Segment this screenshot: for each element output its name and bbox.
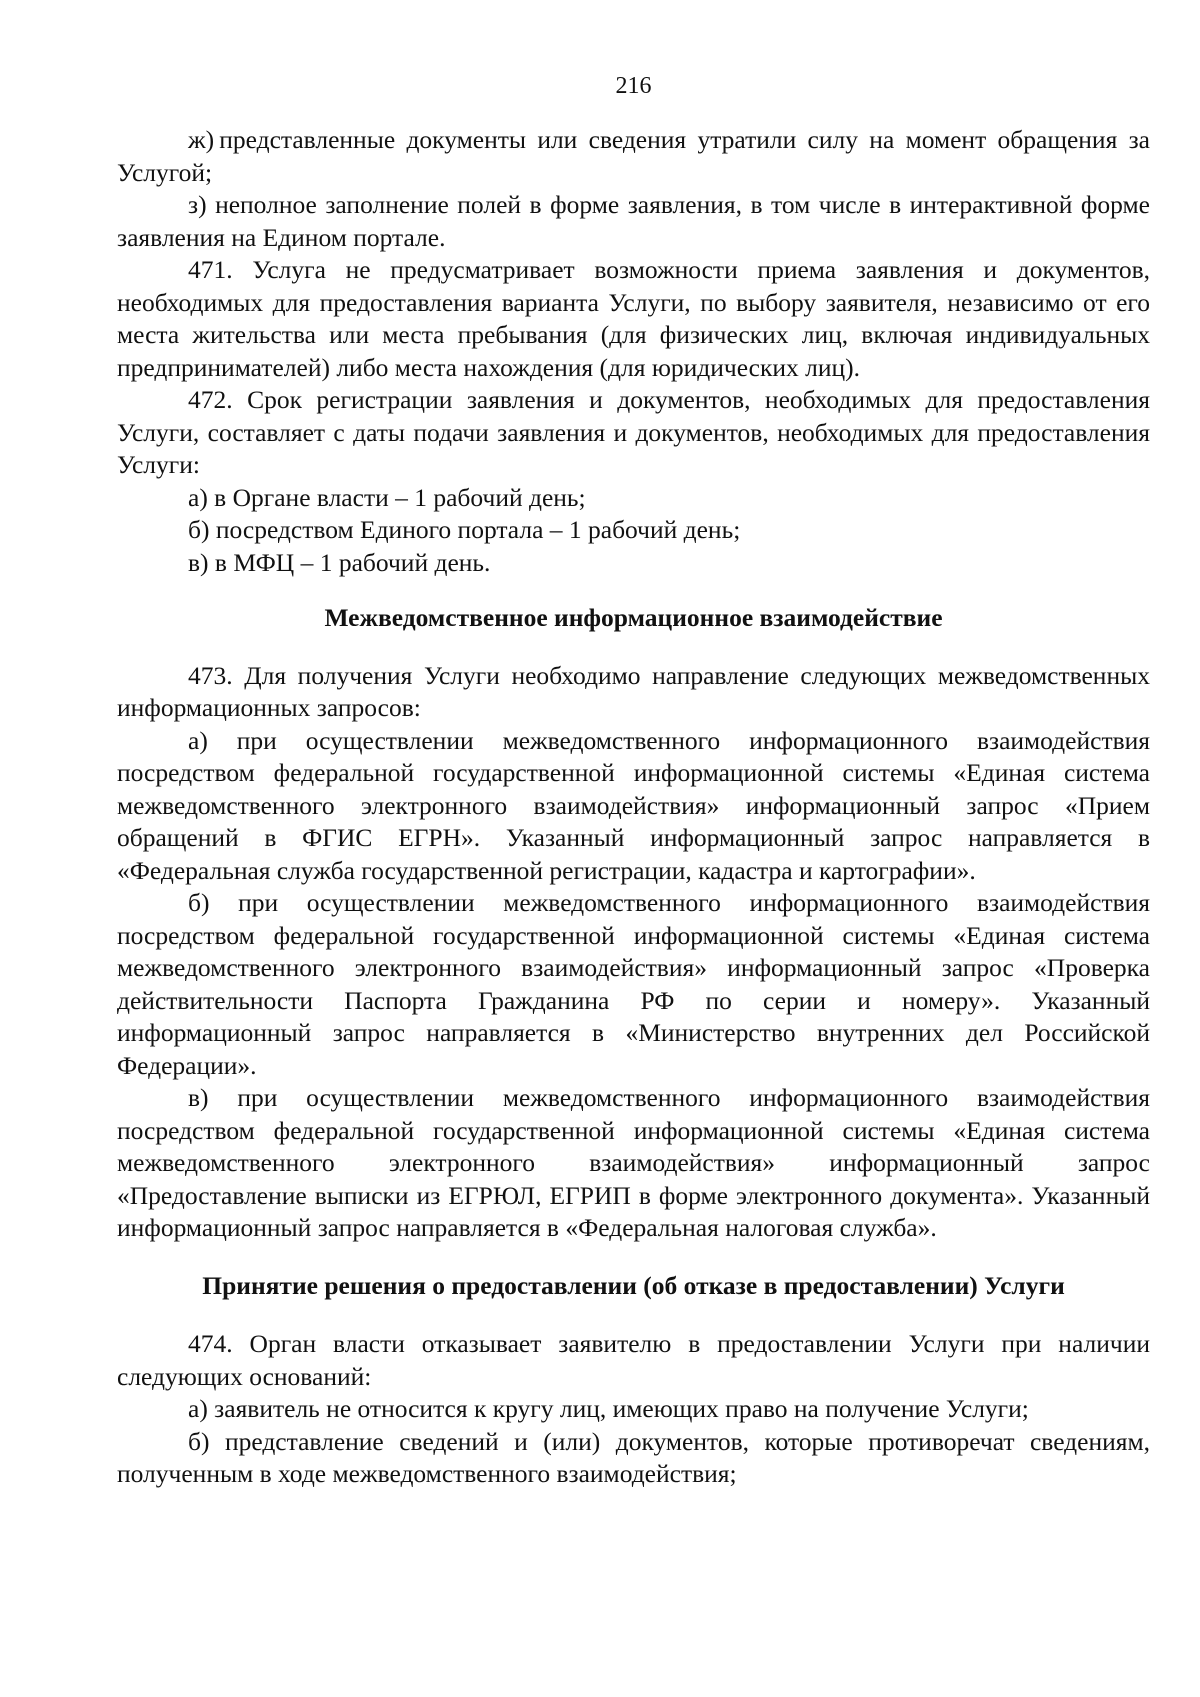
- page-number: 216: [615, 73, 652, 99]
- paragraph-473-a: а) при осуществлении межведомственного информационного взаимодействия посредством федеральной государственной информационной системы «Единая система межведомственного электронного взаимодействия» информационный запрос «Прием обращений в ФГИС ЕГРН». Указанный информационный запрос направляется в «Федеральная служба государственной регистрации, кадастра и картографии».: [117, 725, 1150, 885]
- paragraph-z: з) неполное заполнение полей в форме заявления, в том числе в интерактивной форме заявления на Едином портале.: [117, 190, 1150, 252]
- paragraph-473: 473. Для получения Услуги необходимо направление следующих межведомственных информационных запросов:: [117, 660, 1150, 722]
- paragraph-472-b: б) посредством Единого портала – 1 рабочий день;: [188, 515, 741, 544]
- section-heading-interagency: Межведомственное информационное взаимодействие: [324, 603, 943, 632]
- paragraph-473-v: в) при осуществлении межведомственного информационного взаимодействия посредством федеральной государственной информационной системы «Единая система межведомственного электронного взаимодействия» информационный запрос «Предоставление выписки из ЕГРЮЛ, ЕГРИП в форме электронного документа». Указанный информационный запрос направляется в «Федеральная налоговая служба».: [117, 1083, 1150, 1242]
- paragraph-472: 472. Срок регистрации заявления и документов, необходимых для предоставления Услуги, составляет с даты подачи заявления и документов, необходимых для предоставления Услуги:: [117, 385, 1150, 479]
- paragraph-474-a: а) заявитель не относится к кругу лиц, имеющих право на получение Услуги;: [188, 1394, 1029, 1423]
- paragraph-472-v: в) в МФЦ – 1 рабочий день.: [188, 547, 491, 577]
- paragraph-471: 471. Услуга не предусматривает возможности приема заявления и документов, необходимых для предоставления варианта Услуги, по выбору заявителя, независимо от его места жительства или места пребывания (для физических лиц, включая индивидуальных предпринимателей) либо места нахождения (для юридических лиц).: [117, 255, 1150, 382]
- document-body: [117, 124, 1150, 1491]
- paragraph-zh: ж) представленные документы или сведения утратили силу на момент обращения за Услугой;: [117, 125, 1150, 187]
- paragraph-473-b: б) при осуществлении межведомственного информационного взаимодействия посредством федеральной государственной информационной системы «Единая система межведомственного электронного взаимодействия» информационный запрос «Проверка действительности Паспорта Гражданина РФ по серии и номеру». Указанный информационный запрос направляется в «Министерство внутренних дел Российской Федерации».: [117, 888, 1150, 1080]
- paragraph-474-b: б) представление сведений и (или) документов, которые противоречат сведениям, полученным в ходе межведомственного взаимодействия;: [117, 1426, 1150, 1488]
- paragraph-472-a: а) в Органе власти – 1 рабочий день;: [188, 482, 586, 512]
- paragraph-474: 474. Орган власти отказывает заявителю в предоставлении Услуги при наличии следующих оснований:: [117, 1329, 1150, 1391]
- section-heading-decision: Принятие решения о предоставлении (об отказе в предоставлении) Услуги: [202, 1270, 1065, 1300]
